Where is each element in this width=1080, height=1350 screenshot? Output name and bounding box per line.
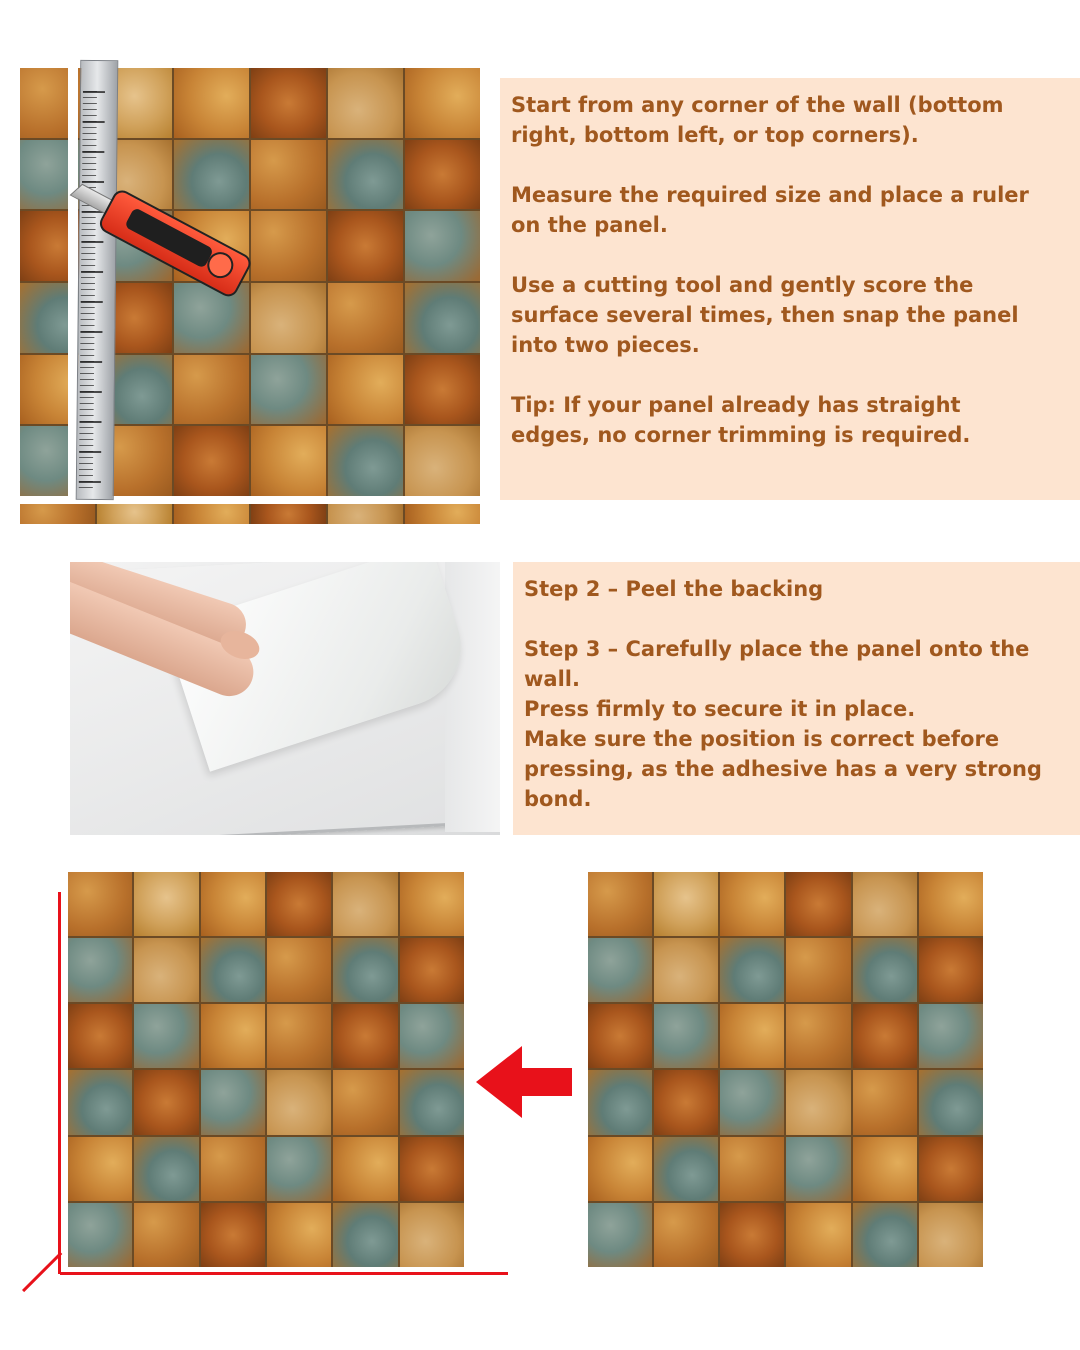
tile <box>405 504 480 524</box>
tile <box>405 355 480 425</box>
tile <box>134 938 198 1002</box>
tile <box>588 1203 652 1267</box>
tile <box>174 355 249 425</box>
tile <box>267 1137 331 1201</box>
tile <box>134 1137 198 1201</box>
tile <box>267 938 331 1002</box>
tile <box>405 283 480 353</box>
tile <box>654 1137 718 1201</box>
tile <box>97 504 172 524</box>
tile <box>400 872 464 936</box>
corner-guide-diagonal-line <box>22 1252 62 1292</box>
tile <box>786 1004 850 1068</box>
tile-strip-bottom <box>20 504 480 524</box>
instruction-line: right, bottom left, or top corners). <box>511 123 919 147</box>
tile <box>654 938 718 1002</box>
tile <box>328 211 403 281</box>
tile <box>786 1070 850 1134</box>
tile <box>328 140 403 210</box>
tile <box>267 1203 331 1267</box>
tile <box>919 872 983 936</box>
tile <box>328 426 403 496</box>
tile <box>68 1137 132 1201</box>
tile <box>267 872 331 936</box>
instruction-line: Measure the required size and place a ruler <box>511 183 1029 207</box>
tile <box>786 1137 850 1201</box>
tile <box>400 1004 464 1068</box>
step1-instructions-panel <box>500 78 1080 500</box>
tile <box>201 1070 265 1134</box>
tile <box>333 938 397 1002</box>
tile <box>654 1070 718 1134</box>
tile <box>134 872 198 936</box>
tile <box>201 938 265 1002</box>
instruction-line: on the panel. <box>511 213 668 237</box>
step1-paragraph <box>511 90 1080 150</box>
tile <box>720 1203 784 1267</box>
tile <box>333 1137 397 1201</box>
tile <box>405 211 480 281</box>
tile <box>588 1004 652 1068</box>
tile <box>400 1137 464 1201</box>
tile <box>134 1004 198 1068</box>
tile <box>68 1203 132 1267</box>
tile <box>68 872 132 936</box>
tile <box>919 1070 983 1134</box>
instruction-line: Step 3 – Carefully place the panel onto the <box>524 637 1030 661</box>
tile <box>333 1070 397 1134</box>
instruction-line: wall. <box>524 667 580 691</box>
tile <box>201 1203 265 1267</box>
instruction-line: surface several times, then snap the panel <box>511 303 1019 327</box>
instruction-line: pressing, as the adhesive has a very strong <box>524 757 1042 781</box>
tile <box>251 211 326 281</box>
tile <box>786 1203 850 1267</box>
tile <box>786 938 850 1002</box>
tile <box>720 872 784 936</box>
tile <box>405 426 480 496</box>
tile <box>251 140 326 210</box>
tile <box>174 68 249 138</box>
tile <box>174 504 249 524</box>
tile <box>333 872 397 936</box>
corner-guide-horizontal-line <box>60 1272 508 1275</box>
instruction-line: Press firmly to secure it in place. <box>524 697 916 721</box>
hand-icon <box>70 562 270 682</box>
tile <box>919 938 983 1002</box>
tile <box>68 1004 132 1068</box>
tile <box>919 1004 983 1068</box>
tile <box>333 1203 397 1267</box>
tile <box>720 938 784 1002</box>
tile <box>853 1070 917 1134</box>
step2-paragraph <box>524 634 1080 814</box>
tile <box>654 872 718 936</box>
tile <box>267 1070 331 1134</box>
tile <box>68 1070 132 1134</box>
step1-paragraph <box>511 270 1080 360</box>
tile <box>786 872 850 936</box>
tile <box>267 1004 331 1068</box>
tile <box>405 68 480 138</box>
tile <box>588 1070 652 1134</box>
tile <box>251 283 326 353</box>
tile <box>68 938 132 1002</box>
panel-board-edge <box>445 562 500 832</box>
tile <box>174 426 249 496</box>
corner-guide-vertical-line <box>58 892 61 1274</box>
tile <box>853 1004 917 1068</box>
tile <box>588 938 652 1002</box>
tile <box>654 1203 718 1267</box>
tile <box>853 872 917 936</box>
step2-3-instructions-panel <box>513 562 1080 835</box>
tile <box>134 1203 198 1267</box>
tile <box>251 504 326 524</box>
tile <box>201 1004 265 1068</box>
tile <box>333 1004 397 1068</box>
tile-panel-placed <box>68 872 464 1267</box>
tile <box>720 1070 784 1134</box>
step1-paragraph <box>511 390 1080 450</box>
step2-paragraph <box>524 574 1080 604</box>
tile <box>174 140 249 210</box>
tile <box>328 504 403 524</box>
tile <box>251 426 326 496</box>
tile <box>588 872 652 936</box>
tile <box>328 68 403 138</box>
tile <box>919 1203 983 1267</box>
tile <box>134 1070 198 1134</box>
instruction-line: Step 2 – Peel the backing <box>524 577 824 601</box>
tile <box>328 283 403 353</box>
tile <box>20 504 95 524</box>
tile <box>654 1004 718 1068</box>
tile <box>588 1137 652 1201</box>
tile <box>400 1203 464 1267</box>
tile <box>853 938 917 1002</box>
instruction-line: Tip: If your panel already has straight <box>511 393 961 417</box>
tile-panel-new <box>588 872 983 1267</box>
instruction-line: bond. <box>524 787 592 811</box>
instruction-line: Use a cutting tool and gently score the <box>511 273 974 297</box>
tile <box>400 1070 464 1134</box>
step1-paragraph <box>511 180 1080 240</box>
tile <box>328 355 403 425</box>
tile <box>201 1137 265 1201</box>
tile <box>853 1203 917 1267</box>
tile <box>251 68 326 138</box>
tile <box>405 140 480 210</box>
instruction-line: Start from any corner of the wall (bottom <box>511 93 1004 117</box>
instruction-line: Make sure the position is correct before <box>524 727 1000 751</box>
instruction-line: into two pieces. <box>511 333 700 357</box>
tile <box>201 872 265 936</box>
tile <box>720 1137 784 1201</box>
step1-image <box>20 68 480 526</box>
instruction-line: edges, no corner trimming is required. <box>511 423 971 447</box>
tile <box>400 938 464 1002</box>
tile <box>919 1137 983 1201</box>
arrow-left-icon <box>476 1046 572 1118</box>
tile <box>251 355 326 425</box>
peel-backing-photo <box>70 562 500 835</box>
tile <box>720 1004 784 1068</box>
tile <box>853 1137 917 1201</box>
